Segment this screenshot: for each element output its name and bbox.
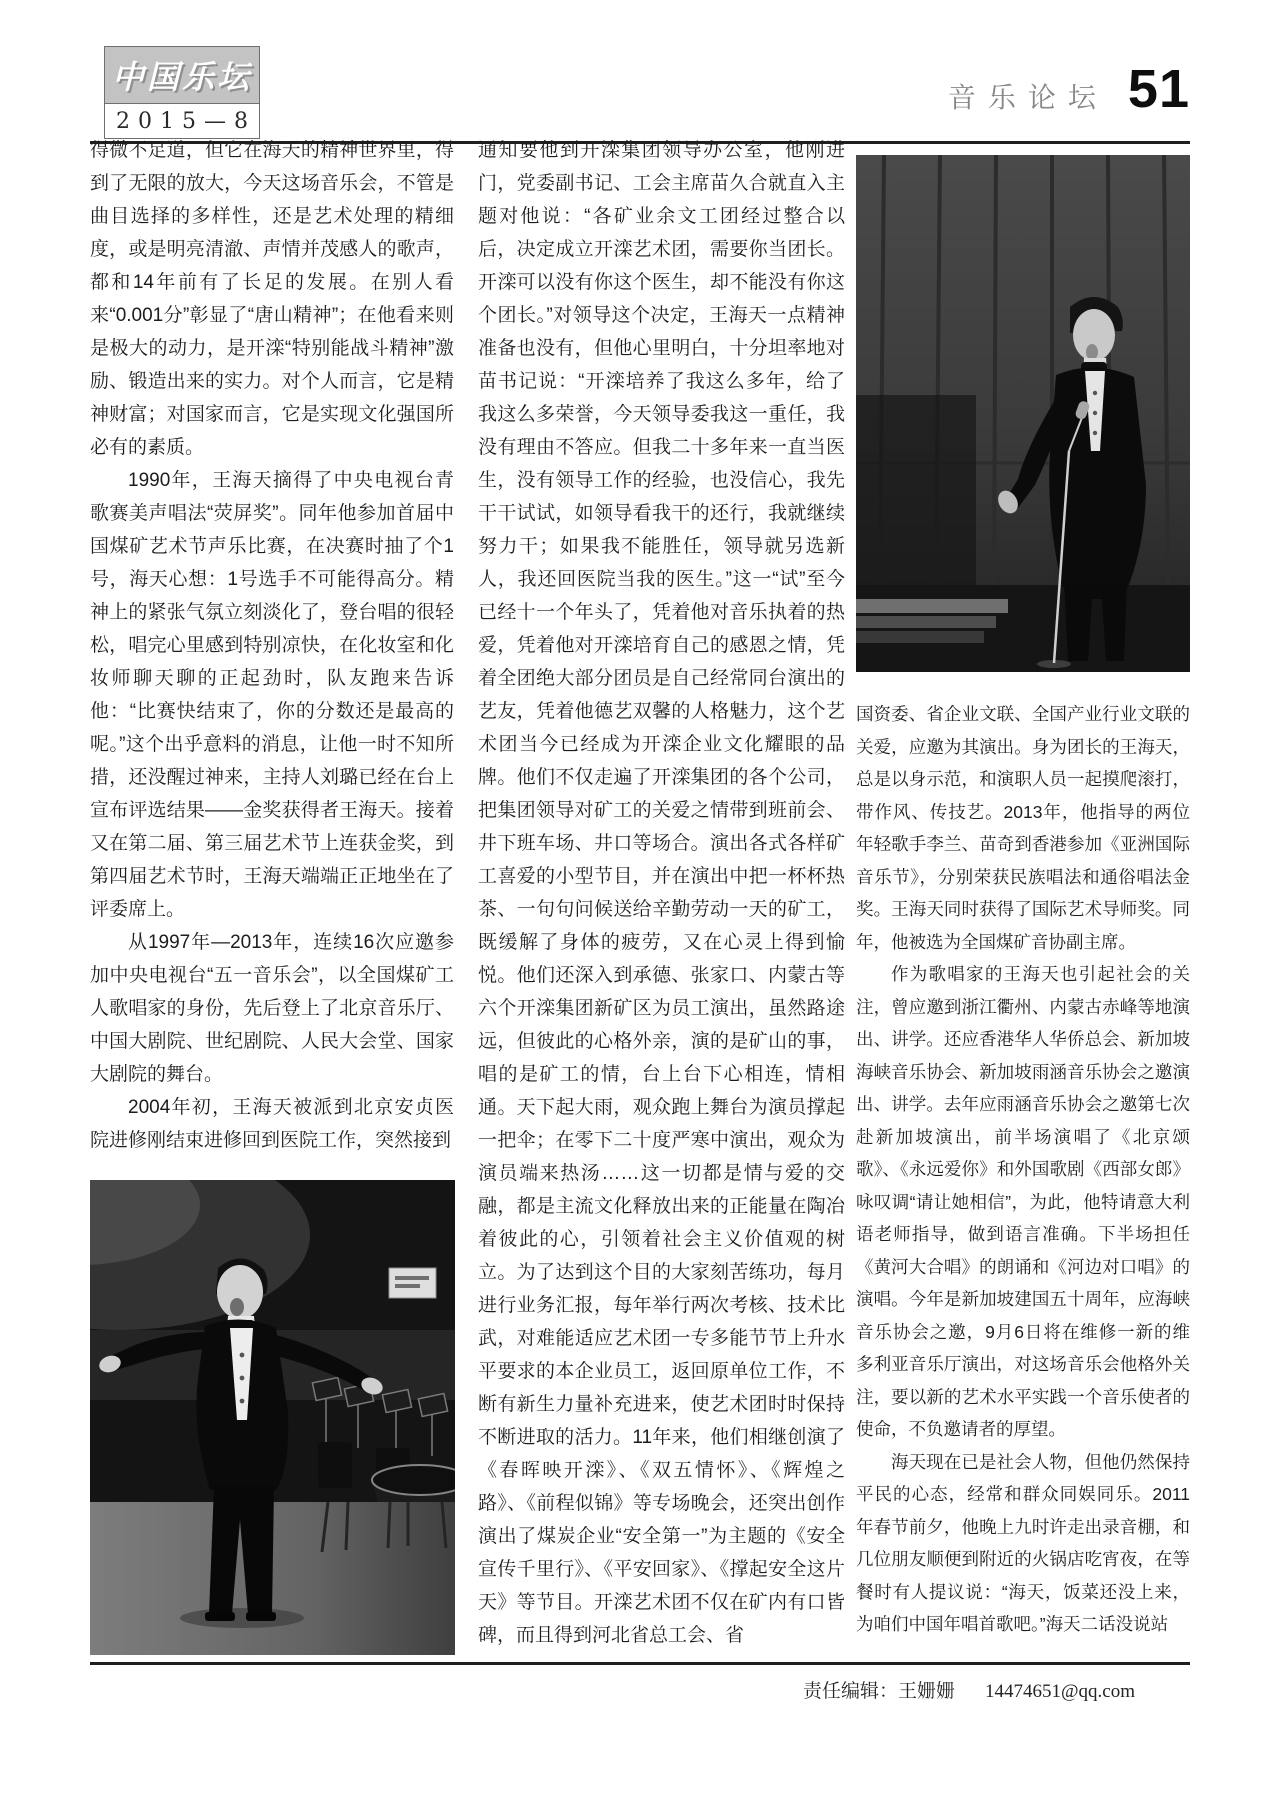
section-title: 音乐论坛: [947, 82, 1108, 113]
editor-email: 14474651@qq.com: [985, 1681, 1135, 1702]
body-paragraph: 从1997年—2013年，连续16次应邀参加中央电视台“五一音乐会”，以全国煤矿工人歌唱家的身份，先后登上了北京音乐厅、中国大剧院、世纪剧院、人民大会堂、国家大剧院的舞台。: [90, 932, 454, 1085]
issue-number: 2015—8: [104, 104, 260, 139]
footer: [803, 1676, 1135, 1703]
stage-photo-singer-arms-open: [90, 1180, 455, 1655]
text-column-2: [478, 134, 845, 1652]
text-column-3: [856, 698, 1190, 1641]
footer-rule: [90, 1662, 1190, 1665]
body-paragraph: 得微不足道，但它在海天的精神世界里，得到了无限的放大，今天这场音乐会，不管是曲目选择的多样性，还是艺术处理的精细度，或是明亮清澈、声情并茂感人的歌声，都和14年前有了长足的发展。在别人看来“0.001分”彰显了“唐山精神”；在他看来则是极大的动力，是开滦“特别能战斗精神”激励、锻造出来的实力。对个人而言，它是精神财富；对国家而言，它是实现文化强国所必有的素质。: [90, 140, 454, 458]
body-paragraph: 通知要他到开滦集团领导办公室，他刚进门，党委副书记、工会主席苗久合就直入主题对他说：“各矿业余文工团经过整合以后，决定成立开滦艺术团，需要你当团长。开滦可以没有你这个医生，却不能没有你这个团长。”对领导这个决定，王海天一点精神准备也没有，但他心里明白，十分坦率地对苗书记说：“开滦培养了我这么多年，给了我这么多荣誉，今天领导委我这一重任，我没有理由不答应。但我二十多年来一直当医生，没有领导工作的经验，也没信心，我先干干试试，如领导看我干的还行，我就继续努力干；如果我不能胜任，领导就另选新人，我还回医院当我的医生。”这一“试”至今已经十一个年头了，凭着他对音乐执着的热爱，凭着他对开滦培育自己的感恩之情，凭着全团绝大部分团员是自己经常同台演出的艺友，凭着他德艺双馨的人格魅力，这个艺术团当今已经成为开滦企业文化耀眼的品牌。他们不仅走遍了开滦集团的各个公司，把集团领导对矿工的关爱之情带到班前会、井下班车场、井口等场合。演出各式各样矿工喜爱的小型节目，并在演出中把一杯杯热茶、一句句问候送给辛勤劳动一天的矿工，既缓解了身体的疲劳，又在心灵上得到愉悦。他们还深入到承德、张家口、内蒙古等六个开滦集团新矿区为员工演出，虽然路途远，但彼此的心格外亲，演的是矿山的事，唱的是矿工的情，台上台下心相连，情相通。天下起大雨，观众跑上舞台为演员撑起一把伞；在零下二十度严寒中演出，观众为演员端来热汤……这一切都是情与爱的交融，都是主流文化释放出来的正能量在陶冶着彼此的心，引领着社会主义价值观的树立。为了达到这个目的大家刻苦练功，每月进行业务汇报，每年举行两次考核、技术比武，对难能适应艺术团一专多能节节上升水平要求的本企业员工，返回原单位工作，不断有新生力量补充进来，使艺术团时时保持不断进取的活力。11年来，他们相继创演了《春晖映开滦》、《双五情怀》、《辉煌之路》、《前程似锦》等专场晚会，还突出创作演出了煤炭企业“安全第一”为主题的《安全宣传千里行》、《平安回家》、《撑起安全这片天》等节目。开滦艺术团不仅在矿内有口皆碑，而且得到河北省总工会、省: [478, 140, 845, 1646]
body-paragraph: 2004年初，王海天被派到北京安贞医院进修刚结束进修回到医院工作，突然接到: [90, 1097, 454, 1151]
stage-photo-singer-at-microphone: [856, 155, 1190, 672]
logo-title: 中国乐坛: [104, 46, 260, 104]
body-paragraph: 1990年，王海天摘得了中央电视台青歌赛美声唱法“荧屏奖”。同年他参加首届中国煤矿艺术节声乐比赛，在决赛时抽了个1号，海天心想：1号选手不可能得高分。精神上的紧张气氛立刻淡化了，登台唱的很轻松，唱完心里感到特别凉快，在化妆室和化妆师聊天聊的正起劲时，队友跑来告诉他：“比赛快结束了，你的分数还是最高的呢。”这个出乎意料的消息，让他一时不知所措，还没醒过神来，主持人刘璐已经在台上宣布评选结果——金奖获得者王海天。接着又在第二届、第三届艺术节上连获金奖，到第四届艺术节时，王海天端端正正地坐在了评委席上。: [90, 470, 454, 920]
body-paragraph: 作为歌唱家的王海天也引起社会的关注，曾应邀到浙江衢州、内蒙古赤峰等地演出、讲学。还应香港华人华侨总会、新加坡海峡音乐协会、新加坡雨涵音乐协会之邀演出、讲学。去年应雨涵音乐协会之邀第七次赴新加坡演出，前半场演唱了《北京颂歌》、《永远爱你》和外国歌剧《西部女郎》咏叹调“请让她相信”，为此，他特请意大利语老师指导，做到语言准确。下半场担任《黄河大合唱》的朗诵和《河边对口唱》的演唱。今年是新加坡建国五十周年，应海峡音乐协会之邀，9月6日将在维修一新的维多利亚音乐厅演出，对这场音乐会他格外关注，要以新的艺术水平实践一个音乐使者的使命，不负邀请者的厚望。: [856, 964, 1190, 1439]
page-number: 51: [1127, 59, 1190, 119]
body-paragraph: 国资委、省企业文联、全国产业行业文联的关爱，应邀为其演出。身为团长的王海天，总是以身示范，和演职人员一起摸爬滚打，带作风、传技艺。2013年，他指导的两位年轻歌手李兰、苗奇到香港参加《亚洲国际音乐节》，分别荣获民族唱法和通俗唱法金奖。王海天同时获得了国际艺术导师奖。同年，他被选为全国煤矿音协副主席。: [856, 704, 1190, 952]
body-paragraph: 海天现在已是社会人物，但他仍然保持平民的心态，经常和群众同娱同乐。2011年春节前夕，他晚上九时许走出录音棚，和几位朋友顺便到附近的火锅店吃宵夜，在等餐时有人提议说：“海天，饭菜还没上来，为咱们中国年唱首歌吧。”海天二话没说站: [856, 1451, 1190, 1634]
text-column-1: [90, 134, 454, 1157]
magazine-logo: [104, 46, 260, 139]
section-header: [947, 59, 1190, 119]
editor-credit: 责任编辑：王姗姗: [803, 1681, 956, 1702]
